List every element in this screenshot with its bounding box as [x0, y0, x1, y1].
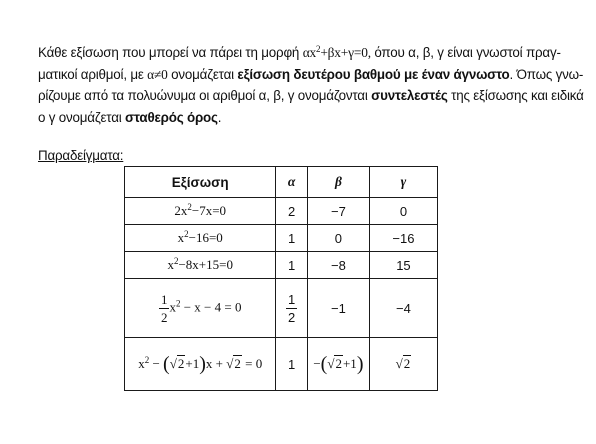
- sqrt-icon: √2: [395, 356, 411, 371]
- header-equation: Εξίσωση: [125, 167, 276, 198]
- definition-paragraph: [38, 42, 584, 128]
- quadratic-general-form: $\alpha x^2+\beta x+\gamma=0$,: [302, 44, 371, 60]
- paragraph-line-1: Κάθε εξίσωση που μπορεί να πάρει τη μορφή $\alpha x^2+\beta x+\gamma=0$, όπου α, β, γ είναι γνωστοί πραγ-: [38, 44, 561, 60]
- equation-cell: $x^2 - (√2+1)x + √2 = 0$: [125, 338, 276, 391]
- header-beta: β: [307, 167, 369, 198]
- term-coefficients: συντελεστές: [371, 88, 448, 103]
- fraction: $\frac{1}{2}$: [288, 291, 296, 325]
- table-row: [125, 252, 438, 279]
- equation-cell: $x^2-8x+15=0$: [125, 252, 276, 279]
- beta-cell: −7: [307, 198, 369, 225]
- examples-table: [124, 166, 438, 391]
- beta-cell: −1: [307, 279, 369, 338]
- alpha-cell: 1: [276, 338, 308, 391]
- table-row: [125, 225, 438, 252]
- sqrt-icon: √2: [169, 355, 185, 371]
- beta-cell: 0: [307, 225, 369, 252]
- gamma-cell: 15: [369, 252, 437, 279]
- condition-a-nonzero: α≠0: [147, 66, 168, 82]
- alpha-cell: 1: [276, 225, 308, 252]
- table-row: [125, 198, 438, 225]
- examples-heading: Παραδείγματα:: [38, 148, 124, 163]
- sqrt-icon: √2: [327, 355, 342, 371]
- alpha-cell: [276, 279, 308, 338]
- table-row: [125, 279, 438, 338]
- equation-cell: $2x^2-7x=0$: [125, 198, 276, 225]
- paragraph-line-2: ματικοί αριθμοί, με α≠0 ονομάζεται εξίσωση δευτέρου βαθμού με έναν άγνωστο. Όπως γνω-: [38, 66, 584, 82]
- alpha-cell: 1: [276, 252, 308, 279]
- gamma-cell: −16: [369, 225, 437, 252]
- header-gamma: γ: [369, 167, 437, 198]
- equation-cell: $\frac{1}{2}$ $x^2 - x - 4 = 0$: [125, 279, 276, 338]
- paragraph-line-4: ο γ ονομάζεται σταθερός όρος.: [38, 109, 222, 125]
- table-row: [125, 338, 438, 391]
- equation-cell: $x^2-16=0$: [125, 225, 276, 252]
- gamma-cell: [369, 338, 437, 391]
- header-alpha: α: [276, 167, 308, 198]
- gamma-cell: −4: [369, 279, 437, 338]
- beta-cell: −8: [307, 252, 369, 279]
- alpha-cell: 2: [276, 198, 308, 225]
- term-constant: σταθερός όρος: [125, 109, 218, 125]
- gamma-cell: 0: [369, 198, 437, 225]
- table-header-row: [125, 167, 438, 198]
- sqrt-icon: √2: [226, 355, 241, 371]
- beta-cell: −(√2+1): [307, 338, 369, 391]
- fraction: $\frac{1}{2}$: [160, 291, 168, 325]
- term-quadratic-equation: εξίσωση δευτέρου βαθμού με έναν άγνωστο: [237, 66, 510, 82]
- paragraph-line-3: ρίζουμε από τα πολυώνυμα οι αριθμοί α, β, γ ονομάζονται συντελεστές της εξίσωσης και ειδικά: [38, 88, 584, 103]
